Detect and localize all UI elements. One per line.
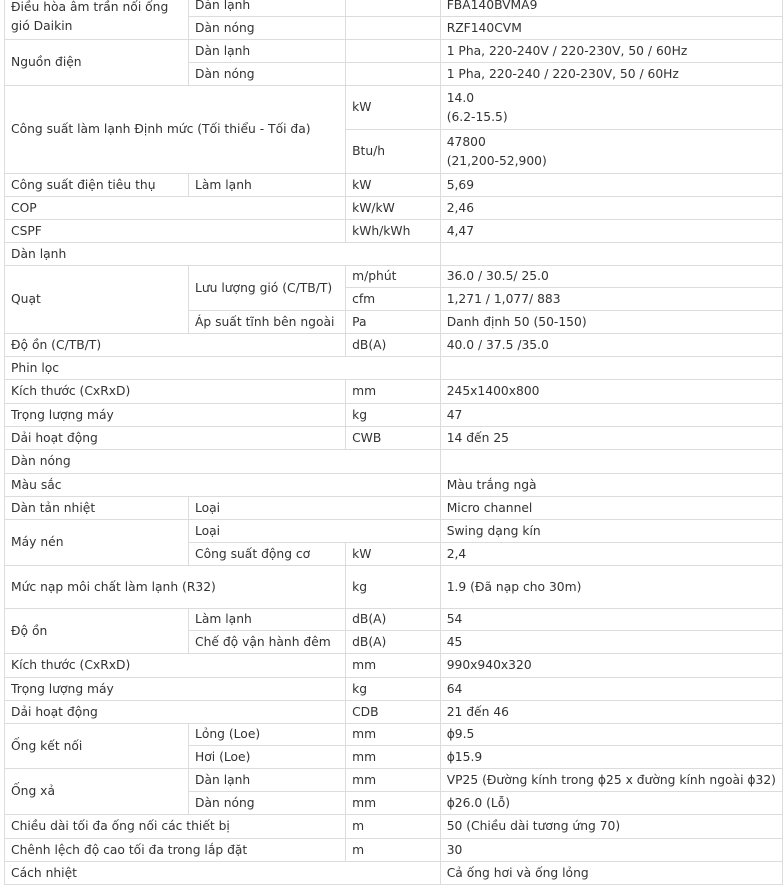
piping-label: Ống kết nối [5,724,189,769]
insulation-label: Cách nhiệt [5,862,441,885]
filter-label: Phin lọc [5,357,441,380]
cooling-label: Làm lạnh [188,609,345,631]
capacity-btu-range: (21,200-52,900) [446,153,547,168]
spec-row [5,701,783,724]
spec-row [5,769,783,792]
unit-cell: dB(A) [346,334,441,357]
cspf-label: CSPF [5,220,346,243]
liquid-label: Lỏng (Loe) [188,724,345,746]
operating-range-indoor-value: 14 đến 25 [440,427,782,450]
type-label: Loại [188,497,440,520]
motor-output-value: 2,4 [440,543,782,566]
unit-cell: dB(A) [346,609,441,631]
empty-cell [440,357,782,380]
liquid-value: ϕ9.5 [440,724,782,746]
section-outdoor-heading: Dàn nóng [5,450,441,474]
unit-cell: kW [346,543,441,566]
spec-table [4,0,783,885]
spec-row [5,357,783,380]
indoor-unit-label: Dàn lạnh [188,0,345,17]
model-label: Điều hòa âm trần nối ống gió Daikin [5,0,189,40]
spec-row [5,497,783,520]
noise-indoor-value: 40.0 / 37.5 /35.0 [440,334,782,357]
max-height-label: Chênh lệch độ cao tối đa trong lắp đặt [5,839,346,862]
outdoor-model-value: RZF140CVM [440,17,782,40]
unit-cell: CWB [346,427,441,450]
max-length-label: Chiều dài tối đa ống nối các thiết bị [5,815,346,839]
spec-row [5,839,783,862]
cspf-value: 4,47 [440,220,782,243]
empty-cell [440,243,782,266]
fan-label: Quạt [5,266,189,334]
empty-cell [346,17,441,40]
dimensions-outdoor-label: Kích thước (CxRxD) [5,654,346,678]
gas-label: Hơi (Loe) [188,746,345,769]
unit-cell: kg [346,566,441,609]
capacity-kw-range: (6.2-15.5) [446,109,508,124]
spec-row [5,334,783,357]
spec-row [5,474,783,497]
unit-cell: kg [346,404,441,427]
compressor-type-value: Swing dạng kín [440,520,782,543]
spec-row [5,566,783,609]
drain-outdoor-value: ϕ26.0 (Lỗ) [440,792,782,815]
spec-row [5,520,783,543]
motor-output-label: Công suất động cơ [188,543,345,566]
section-indoor-heading: Dàn lạnh [5,243,441,266]
heat-exchanger-value: Micro channel [440,497,782,520]
power-indoor-value: 1 Pha, 220-240V / 220-230V, 50 / 60Hz [440,40,782,63]
capacity-btu-value [440,130,782,174]
noise-outdoor-cooling-value: 54 [440,609,782,631]
max-length-value: 50 (Chiều dài tương ứng 70) [440,815,782,839]
weight-indoor-value: 47 [440,404,782,427]
spec-row [5,862,783,885]
noise-indoor-label: Độ ồn (C/TB/T) [5,334,346,357]
capacity-kw-nominal: 14.0 [446,90,475,105]
dimensions-indoor-value: 245x1400x800 [440,380,782,404]
spec-row [5,40,783,63]
cop-value: 2,46 [440,197,782,220]
drain-indoor-value: VP25 (Đường kính trong ϕ25 x đường kính ngoài ϕ32) [440,769,782,792]
weight-indoor-label: Trọng lượng máy [5,404,346,427]
empty-cell [440,450,782,474]
unit-cell: mm [346,380,441,404]
spec-row [5,174,783,197]
unit-cell: mm [346,792,441,815]
airflow-m-value: 36.0 / 30.5/ 25.0 [440,266,782,288]
weight-outdoor-value: 64 [440,678,782,701]
unit-cell: m [346,815,441,839]
power-supply-label: Nguồn điện [5,40,189,86]
heat-exchanger-label: Dàn tản nhiệt [5,497,189,520]
unit-cell: mm [346,746,441,769]
cooling-capacity-label: Công suất làm lạnh Định mức (Tối thiểu - Tối đa) [5,86,346,174]
cop-label: COP [5,197,346,220]
operating-range-outdoor-value: 21 đến 46 [440,701,782,724]
spec-row [5,450,783,474]
spec-row [5,427,783,450]
unit-cell: kW/kW [346,197,441,220]
cooling-label: Làm lạnh [188,174,345,197]
outdoor-unit-label: Dàn nóng [188,63,345,86]
unit-cell: CDB [346,701,441,724]
dimensions-outdoor-value: 990x940x320 [440,654,782,678]
color-label: Màu sắc [5,474,441,497]
gas-value: ϕ15.9 [440,746,782,769]
refrigerant-label: Mức nạp môi chất làm lạnh (R32) [5,566,346,609]
drain-label: Ống xả [5,769,189,815]
unit-cell: mm [346,654,441,678]
color-value: Màu trắng ngà [440,474,782,497]
spec-row [5,678,783,701]
operating-range-outdoor-label: Dải hoạt động [5,701,346,724]
max-height-value: 30 [440,839,782,862]
spec-row [5,197,783,220]
unit-cell: kW [346,174,441,197]
power-consumption-value: 5,69 [440,174,782,197]
capacity-btu-nominal: 47800 [446,134,486,149]
empty-cell [346,0,441,17]
power-consumption-label: Công suất điện tiêu thụ [5,174,189,197]
compressor-label: Máy nén [5,520,189,566]
capacity-kw-value [440,86,782,130]
unit-cell: dB(A) [346,631,441,654]
spec-row [5,0,783,17]
outdoor-unit-label: Dàn nóng [188,17,345,40]
spec-row [5,654,783,678]
spec-row [5,609,783,631]
unit-cell: mm [346,769,441,792]
esp-label: Áp suất tĩnh bên ngoài [188,311,345,334]
spec-row [5,404,783,427]
unit-cell: m [346,839,441,862]
spec-row [5,266,783,288]
operating-range-indoor-label: Dải hoạt động [5,427,346,450]
outdoor-unit-label: Dàn nóng [188,792,345,815]
insulation-value: Cả ống hơi và ống lỏng [440,862,782,885]
unit-cell: kg [346,678,441,701]
airflow-cfm-value: 1,271 / 1,077/ 883 [440,288,782,311]
unit-cell: Pa [346,311,441,334]
indoor-unit-label: Dàn lạnh [188,40,345,63]
empty-cell [346,63,441,86]
indoor-unit-label: Dàn lạnh [188,769,345,792]
spec-row [5,220,783,243]
spec-row [5,243,783,266]
unit-cell: mm [346,724,441,746]
airflow-label: Lưu lượng gió (C/TB/T) [188,266,345,311]
esp-value: Danh định 50 (50-150) [440,311,782,334]
refrigerant-value: 1.9 (Đã nạp cho 30m) [440,566,782,609]
spec-row [5,815,783,839]
noise-outdoor-label: Độ ồn [5,609,189,654]
noise-outdoor-night-value: 45 [440,631,782,654]
type-label: Loại [188,520,440,543]
spec-row [5,86,783,130]
unit-cell: Btu/h [346,130,441,174]
unit-cell: cfm [346,288,441,311]
unit-cell: kWh/kWh [346,220,441,243]
unit-cell: m/phút [346,266,441,288]
night-mode-label: Chế độ vận hành đêm [188,631,345,654]
dimensions-indoor-label: Kích thước (CxRxD) [5,380,346,404]
empty-cell [346,40,441,63]
power-outdoor-value: 1 Pha, 220-240 / 220-230V, 50 / 60Hz [440,63,782,86]
unit-cell: kW [346,86,441,130]
spec-row [5,380,783,404]
indoor-model-value: FBA140BVMA9 [440,0,782,17]
weight-outdoor-label: Trọng lượng máy [5,678,346,701]
spec-row [5,724,783,746]
